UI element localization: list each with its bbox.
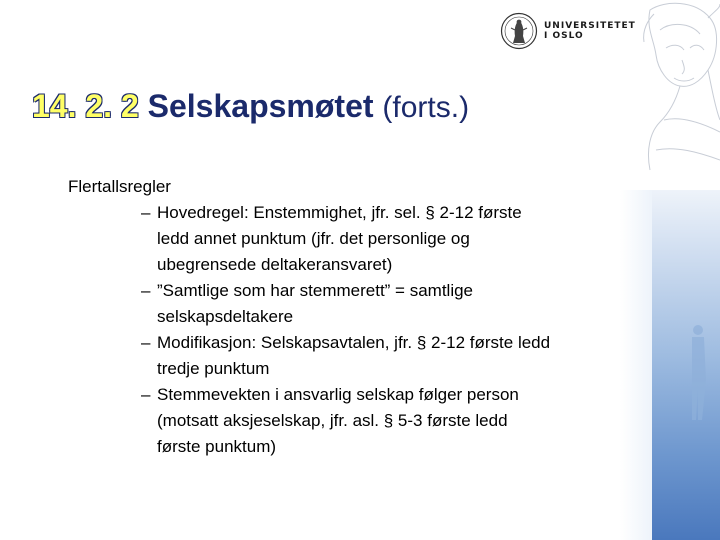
bullet-item [68,278,628,330]
bullet-line: ”Samtlige som har stemmerett” = samtlige [157,281,474,300]
slide-content [68,174,628,460]
slide-title [32,86,469,128]
bullet-list [68,200,628,460]
university-name-line2: I OSLO [544,31,584,41]
section-number: 14. 2. 2 [32,88,139,124]
university-logo [500,12,640,52]
bullet-line: tredje punktum [157,359,270,378]
bullet-line: første punktum) [157,437,277,456]
bullet-dash: – [141,385,151,404]
bullet-item [68,382,628,460]
decorative-side-panel [620,0,720,540]
content-heading: Flertallsregler [68,177,171,196]
university-name [544,21,636,41]
title-suffix: (forts.) [382,91,470,124]
bullet-line: Stemmevekten i ansvarlig selskap følger person [157,385,519,404]
title-main: Selskapsmøtet [147,88,374,124]
bullet-line: (motsatt aksjeselskap, jfr. asl. § 5-3 første ledd [157,411,508,430]
university-name-line1: UNIVERSITETET [544,21,636,31]
bullet-line: Hovedregel: Enstemmighet, jfr. sel. § 2-12 første [157,203,522,222]
bullet-line: ledd annet punktum (jfr. det personlige og [157,229,470,248]
bullet-dash: – [141,333,151,352]
bullet-line: selskapsdeltakere [157,307,294,326]
figure-silhouette-decoration [652,190,720,540]
bullet-line: ubegrensede deltakeransvaret) [157,255,393,274]
bullet-dash: – [141,203,151,222]
bullet-item [68,200,628,278]
bullet-line: Modifikasjon: Selskapsavtalen, jfr. § 2-12 første ledd [157,333,551,352]
bullet-dash: – [141,281,151,300]
university-seal-icon [500,12,538,50]
decorative-blue-band [652,190,720,540]
bullet-item [68,330,628,382]
